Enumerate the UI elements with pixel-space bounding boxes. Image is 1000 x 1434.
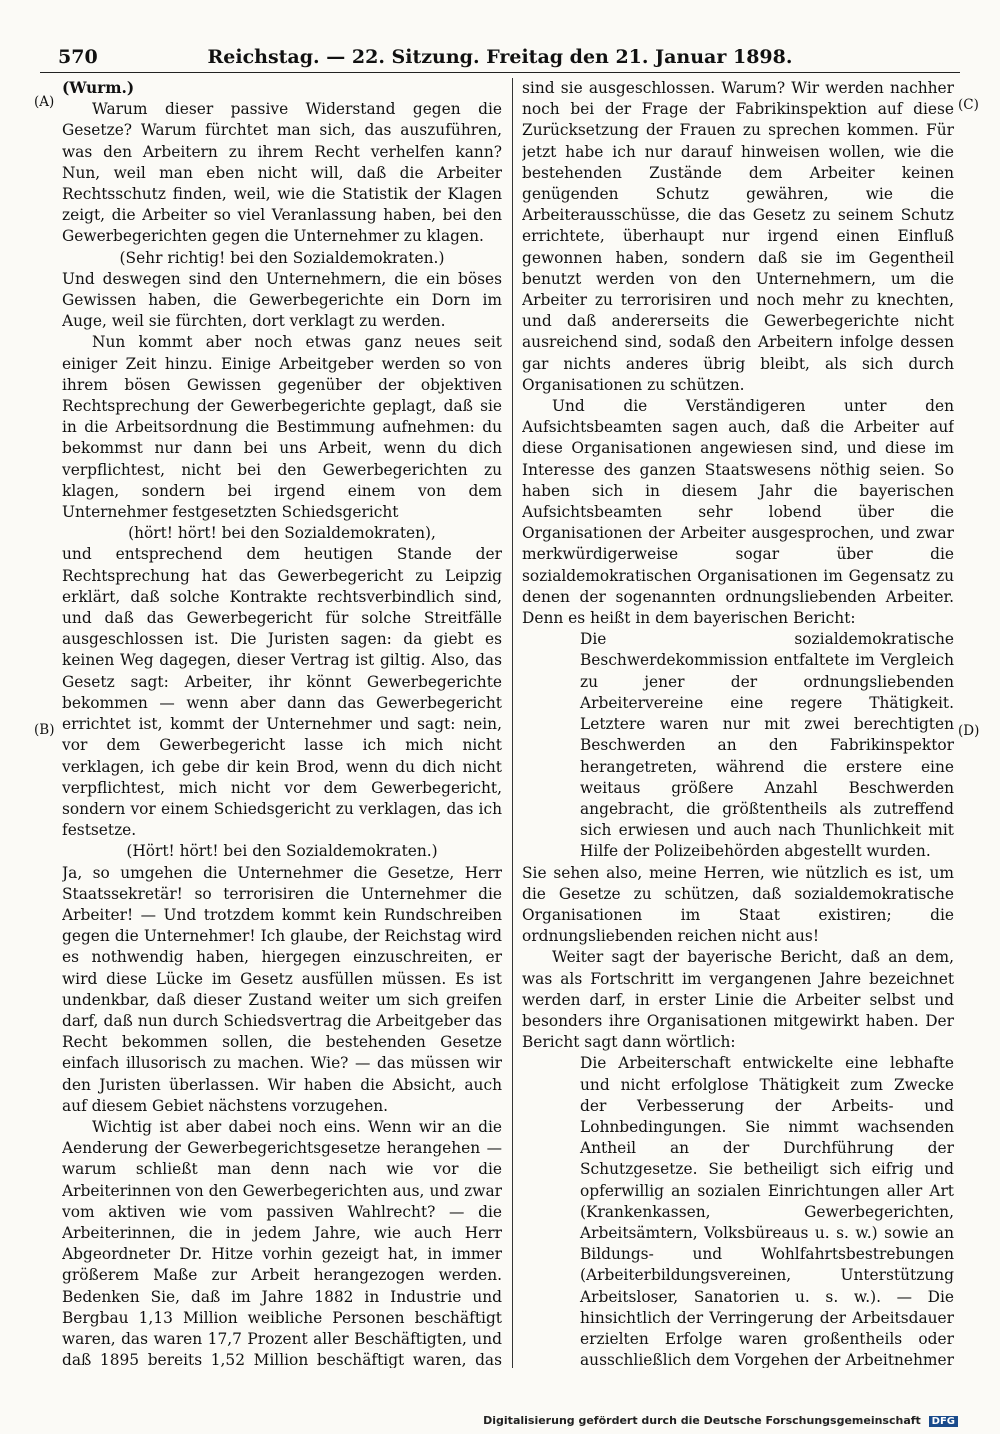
right-column-paragraph: sind sie ausgeschlossen. Warum? Wir werden nachher noch bei der Frage der Fabrikinspektion auf diese Zurücksetzung der Frauen zu sprechen kommen. Für jetzt habe ich nur darauf hinweisen wollen, wie die bestehenden Zustände dem Arbeiter keinen genügenden Schutz gewähren, wie die Arbeiterausschüsse, die das Gesetz zu seinem Schutz errichtete, überhaupt nur irgend einen Einfluß gewonnen haben, sondern daß sie im Gegentheil benutzt werden von den Unternehmern, um die Arbeiter zu terrorisiren und noch mehr zu knechten, und daß andererseits die Gewerbegerichte nicht ausreichend sind, sodaß den Arbeitern infolge dessen gar nichts anderes übrig bleibt, als sich durch Organisationen zu schützen.	[522, 79, 954, 394]
left-column-paragraph: (Sehr richtig! bei den Sozialdemokraten.)	[119, 248, 445, 267]
left-column-paragraph: (Wurm.)	[62, 79, 135, 97]
left-column-paragraph: und entsprechend dem heutigen Stande der Rechtsprechung hat das Gewerbegericht zu Leipzig erklärt, daß solche Kontrakte rechtsverbindlich sind, und daß das Gewerbegericht für solche Streitfälle ausgeschlossen ist. Die Juristen sagen: da giebt es keinen Weg dagegen, dieser Vertrag ist giltig. Also, das Gesetz sagt: Arbeiter, ihr könnt Gewerbegerichte bekommen — wenn aber dann das Gewerbegericht errichtet ist, kommt der Unternehmer und sagt: nein, vor dem Gewerbegericht lasse ich mich nicht verklagen, ich gebe dir kein Brod, wenn du dich nicht verpflichtest, mich nicht vor dem Gewerbegericht, sondern vor einem Schiedsgericht zu verklagen, das ich festsetze.	[62, 545, 502, 840]
dfg-logo: DFG	[929, 1416, 958, 1427]
page-number: 570	[58, 46, 98, 68]
left-column-paragraph: Ja, so umgehen die Unternehmer die Gesetze, Herr Staatssekretär! so terrorisiren die Unternehmer die Arbeiter! — Und trotzdem kommt kein Rundschreiben gegen die Unternehmer! Ich glaube, der Reichstag wird es nothwendig haben, hiergegen einzuschreiten, er wird diese Lücke im Gesetz ausfüllen müssen. Es ist undenkbar, daß dieser Zustand weiter um sich greifen darf, daß nun durch Schiedsvertrag die Arbeitgeber das Recht bekommen sollen, die bestehenden Gesetze einfach illusorisch zu machen. Wie? — das müssen wir den Juristen überlassen. Wir haben die Absicht, auch auf diesem Gebiet nächstens vorzugehen.	[62, 863, 502, 1115]
right-column-paragraph: Sie sehen also, meine Herren, wie nützlich es ist, um die Gesetze zu schützen, daß sozialdemokratische Organisationen im Staat existiren; die ordnungsliebenden reichen nicht aus!	[522, 863, 954, 946]
left-column-paragraph: (Hört! hört! bei den Sozialdemokraten.)	[126, 842, 438, 861]
left-column-paragraph: Wichtig ist aber dabei noch eins. Wenn wir an die Aenderung der Gewerbegerichtsgesetze herangehen — warum schließt man denn nach wie vor die Arbeiterinnen von den Gewerbegerichten aus, und zwar vom aktiven wie vom passiven Wahlrecht? — die Arbeiterinnen, die in jedem Jahre, wie auch Herr Abgeordneter Dr. Hitze vorhin gezeigt hat, in immer größerem Maße zur Arbeit herangezogen werden. Bedenken Sie, daß im Jahre 1882 in Industrie und Bergbau 1,13 Million weibliche Personen beschäftigt waren, das waren 17,7 Prozent aller Beschäftigten, und daß 1895 bereits 1,52 Million beschäftigt waren, das	[62, 1117, 502, 1368]
right-column-paragraph: Die Arbeiterschaft entwickelte eine lebhafte und nicht erfolglose Thätigkeit zum Zwecke der Verbesserung der Arbeits- und Lohnbedingungen. Sie nimmt wachsenden Antheil an der Durchführung der Schutzgesetze. Sie betheiligt sich eifrig und opferwillig an sozialen Einrichtungen aller Art (Krankenkassen, Gewerbegerichten, Arbeitsämtern, Volksbüreaus u. s. w.) sowie an Bildungs- und Wohlfahrtsbestrebungen (Arbeiterbildungsvereinen, Unterstützung Arbeitsloser, Sanatorien u. s. w.). — Die hinsichtlich der Verringerung der Arbeitsdauer erzielten Erfolge waren großentheils oder ausschließlich dem Vorgehen der Arbeitnehmer	[580, 1054, 954, 1368]
page-title: Reichstag. — 22. Sitzung. Freitag den 21. Januar 1898.	[207, 46, 793, 68]
margin-marker-b: (B)	[34, 722, 55, 738]
left-column-paragraph: Warum dieser passive Widerstand gegen die Gesetze? Warum fürchtet man sich, das auszuführen, was den Arbeitern zu ihrem Recht verhelfen kann? Nun, weil man eben nicht will, daß die Arbeiter Rechtsschutz finden, weil, wie die Statistik der Klagen zeigt, die Arbeiter so viel Veranlassung haben, bei den Gewerbegerichten gegen die Unternehmer zu klagen.	[62, 100, 502, 246]
left-column	[62, 78, 502, 1368]
left-column-paragraph: (hört! hört! bei den Sozialdemokraten),	[128, 524, 436, 543]
right-column-paragraph: Und die Verständigeren unter den Aufsichtsbeamten sagen auch, daß die Arbeiter auf diese Organisationen angewiesen sind, und diese im Interesse des ganzen Staatswesens nöthig seien. So haben sich in diesem Jahr die bayerischen Aufsichtsbeamten sehr lobend über die Organisationen der Arbeiter ausgesprochen, und zwar merkwürdigerweise sogar über die sozialdemokratischen Organisationen im Gegensatz zu denen der sogenannten ordnungsliebenden Arbeiter. Denn es heißt in dem bayerischen Bericht:	[522, 397, 954, 628]
column-divider	[512, 78, 513, 1368]
margin-marker-c: (C)	[958, 97, 979, 113]
page-header	[40, 42, 960, 73]
margin-marker-a: (A)	[34, 94, 55, 110]
left-column-paragraph: Und deswegen sind den Unternehmern, die ein böses Gewissen haben, die Gewerbegerichte ein Dorn im Auge, weil sie fürchten, dort verklagt zu werden.	[62, 269, 502, 331]
margin-marker-d: (D)	[958, 723, 980, 739]
right-column-paragraph: Weiter sagt der bayerische Bericht, daß an dem, was als Fortschritt im vergangenen Jahre bezeichnet werden darf, in erster Linie die Arbeiter selbst und besonders ihre Organisationen mitgewirkt haben. Der Bericht sagt dann wörtlich:	[522, 948, 954, 1052]
right-column-paragraph: Die sozialdemokratische Beschwerdekommission entfaltete im Vergleich zu jener der ordnungsliebenden Arbeitervereine eine regere Thätigkeit. Letztere waren nur mit zwei berechtigten Beschwerden an den Fabrikinspektor herangetreten, während die erstere eine weitaus größere Anzahl Beschwerden angebracht, die größtentheils als zutreffend sich erwiesen und auch nach Thunlichkeit mit Hilfe der Polizeibehörden abgestellt wurden.	[580, 630, 954, 861]
left-column-paragraph: Nun kommt aber noch etwas ganz neues seit einiger Zeit hinzu. Einige Arbeitgeber werden so von ihrem bösen Gewissen gegenüber der objektiven Rechtsprechung der Gewerbegerichte geplagt, daß sie in die Arbeitsordnung die Bestimmung aufnehmen: du bekommst nur dann bei uns Arbeit, wenn du dich verpflichtest, nicht bei den Gewerbegerichten zu klagen, sondern bei irgend einem von dem Unternehmer festgesetzten Schiedsgericht	[62, 333, 502, 522]
footer-text: Digitalisierung gefördert durch die Deutsche Forschungsgemeinschaft	[483, 1414, 921, 1427]
footer-credit	[483, 1414, 958, 1427]
right-column	[522, 78, 954, 1368]
